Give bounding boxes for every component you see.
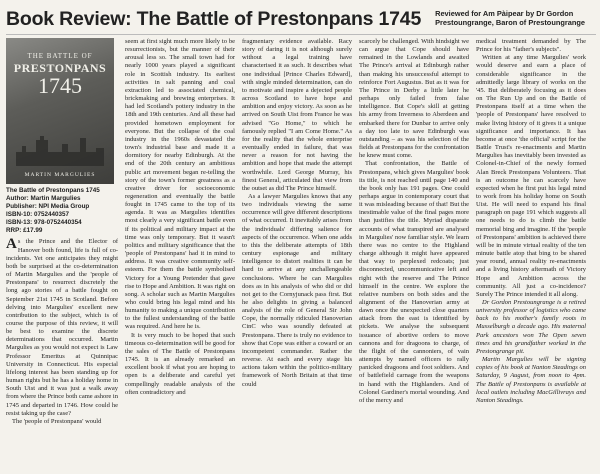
- byline-line-1: Reviewed for Am Pàipear by Dr Gordon: [435, 9, 574, 18]
- paragraph: seem at first sight much more likely to be resurrectionists, but the manner of their arousal less so. The small town had for nearly 1000 years played a significant role in Scottish industry. Its earliest activities in salt panning and coal extraction led to associated chemical, brickmaking and brewing enterprises. It had led Scotland's pottery industry in the 18th and 19th centuries. And all these had provided hometown employment for everyone. But the collapse of the coal industry in the 1960s devastated the town's industrial base and made it a dormitory for nearby Edinburgh. At the end of the 20th century an ambitious public art movement began re-telling the story of the town's former greatness as a creative driver for socioeconomic regeneration and eventually the battle fought in 1745 came to the top of its agenda. It was as Margulies identifies most clearly a very significant battle even if its political and military impact at the time was only temporary. But it wasn't politics and military significance that the 'people of Prestonpans' had it in mind to address. It was creative community self-esteem. For them the battle symbolised Victory for a Young Pretender that gave rise to Hope and Ambition. It was right on song. A scholar such as Martin Margulies who could bring his legal mind and his humanity to making a unique contribution to the fullest understanding of the battle was required. And here he is.: [125, 38, 235, 331]
- cover-author: MARTIN MARGULIES: [24, 171, 96, 178]
- paragraph: As a lawyer Margulies knows that any two individuals viewing the same occurrence will give different descriptions of what occurred. It inevitably arises from the individuals' differing salience for aspects of the occurrence. When one adds to this the deliberate attempts of 18th century espionage and military intelligence to distort realities it can be hard to arrive at any unchallengeable conclusions. Where he can Margulies does as in his analysis of who did or did not get to the Cornyjunack pass first. But he also delights in giving a balanced analysis of the role of General Sir John Cope, the normally ridiculed Hanoverian CinC who was soundly defeated at Prestonpans. There is truly no evidence to show that Cope was either a coward or an incompetent commander. Rather the reverse. At each and every stage his actions taken within the politico-military framework of North Britain at that time could: [242, 192, 352, 388]
- byline-line-2: Prestoungrange, Baron of Prestoungrange: [435, 18, 585, 27]
- column-2: [125, 38, 235, 474]
- cover-line-2: PRESTONPANS: [13, 61, 107, 75]
- drop-cap: A: [6, 236, 17, 253]
- author-bio: Dr Gordon Prestoungrange is a retired university professor of logistics who came back to his mother's family roots in Musselburgh a decade ago. His maternal Park ancestors won The Open seven times and his grandfather worked in the Prestongrange pit.: [476, 299, 586, 355]
- meta-isbn13: ISBN-13: 978-0752440354: [6, 218, 82, 226]
- column-4: [359, 38, 469, 474]
- paragraph: It is very much to be hoped that such timeous co-determination will be good for the sales of The Battle of Prestonpans 1745. It is an already remarked an excellent book if what you are hoping to open is a deliberate and careful yet compellingly readable analysis of the often contradictory and: [125, 331, 235, 396]
- meta-publisher: Publisher: NPI Media Group: [6, 202, 90, 210]
- article-columns: [6, 38, 596, 474]
- page-title: Book Review: The Battle of Prestonpans 1745: [6, 8, 422, 30]
- header: [6, 4, 596, 35]
- cover-line-1: THE BATTLE OF: [27, 52, 93, 60]
- cover-line-3: 1745: [38, 73, 82, 98]
- book-cover: [6, 38, 114, 184]
- paragraph: medical treatment demanded by The Prince for his "father's subjects".: [476, 38, 586, 54]
- paragraph: fragmentary evidence available. Racy story of daring it is not although surely without a legal training have characterised it as such. It describes what one individual [Prince Charles Edward], with single minded determination, can do to motivate and inspire a dejected people across Scotland to have hope and ambition and enjoy victory. As soon as he arrived on South Uist from France he was advised "Go Home," to which he famously replied "I am Come Home." As for the reality that the whole enterprise eventually ended in failure, that was never a reason for not having the ambition and hope that made the attempt worthwhile. Lord George Murray, his finest General, articulated that view from the outset as did The Prince himself.: [242, 38, 352, 192]
- paragraph: As the Prince and the Elector of Hanover both found, life is full of co-incidents. Yet one anticipates they might both be surprised at the co-determination of Martin Margulies and the 'people of Prestonpans' to resurrect discretely the long ago stories of a battle fought on September 21st 1745 in Scotland. Before delving into Margulies' excellent new contribution to the subject, which is of course the purpose of this review, it will be best to examine the discrete determinations that occurred. Martin Margulies as you would not expect is Law Professor Emeritus at Quinnipac University in Connecticut. His especial lifelong interest has been standing up for human rights but he has a holiday home in South Uist and it was just a walk away from where the Prince both came ashore in 1745 and departed in 1746. How could he resist taking up the case?: [6, 236, 118, 417]
- byline: [435, 9, 585, 27]
- meta-author: Author: Martin Margulies: [6, 194, 81, 202]
- paragraph: That confrontation, the Battle of Prestonpans, which gives Margulies' book its title, is not reached until page 140 and the book only has 191 pages. One could perhaps argue in contemporary court that it was misleading because of that! But the inestimable value of the final pages more than justifies the title. Myriad disparate accounts of what transpired are analysed in Margulies' now familiar style. We learn there was no centre to the Highland charge although it might have appeared that way to perplexed redcoats; just disconnected, uncommunicative left and right with the reserve and The Prince himself in the centre. We explore the relative numbers on both sides and the alignment of the Hanoverian army at dawn once the unexpected close quarters attack from the east is identified by pickets. We analyse the subsequent issuance of abortive orders to move cannons and for dragoons to charge, of the flight of the cannoniers, of vain attempts by named officers to rally panicked dragoons and foot soldiers. And of battlefield carnage from the weapons in hand with the Highlanders. And of Colonel Gardiner's mortal wounding. And of the mercy and: [359, 160, 469, 404]
- meta-rrp: RRP: £17.99: [6, 226, 43, 234]
- column-3: [242, 38, 352, 474]
- column-5: [476, 38, 586, 474]
- signing-note: Martin Margulies will be signing copies of his book at Nanton Steadings on Saturday, 9 August, from noon to 4pm. The Battle of Prestonpans is available at local outlets including MacGillivrays and Nanton Steadings.: [476, 356, 586, 404]
- castle-illustration-icon: [16, 126, 104, 166]
- paragraph: Written at any time Margulies' work would deserve and earn a place of considerable significance in the admittedly large library of works on the '45. But deliberately focusing as it does on The Run Up and on the Battle of Prestonpans itself at a time when the 'people of Prestonpans' have resolved to make living history of it gives it a unique significance and importance. It has become at once 'the official' script for the Battle Trust's re-enactments and Martin Margulies has inevitably been invested as Colonel-in-Chief of the newly formed Alan Breck Prestonpans Volunteers. That is an outcome he can scarcely have expected when he first put his legal mind to work from his holiday home on South Uist. He will need to expand his final paragraph on page 191 which suggests all one needs to do is climb the battle memorial bing and imagine. If the 'people of Prestonpans' ambition is achieved there will be in minute virtual reality of the ten minute battle atop that bing to be shared year round, annual reality re-enactments and a living history aftermath of Victory Hope and Ambition across the community. All just a co-incidence? Surely The Prince intended it all along.: [476, 54, 586, 298]
- paragraph: The 'people of Prestonpans' would: [12, 417, 102, 425]
- meta-title: The Battle of Prestonpans 1745: [6, 187, 100, 194]
- meta-isbn10: ISBN-10: 0752440357: [6, 210, 70, 218]
- paragraph: scarcely be challenged. With hindsight we can argue that Cope should have remained in the Lowlands and awaited The Prince's arrival at Edinburgh rather than making his unsuccessful attempt to reinforce Fort Augustus. But as it was for The Prince in Derby a little later he perhaps only failed from false intelligence. But Cope's skill at getting his army from Inverness to Aberdeen and embarked there for Dunbar to arrive only a day too late to save Edinburgh was outstanding – as was his selection of the fields at Prestonpans for the confrontation he knew must come.: [359, 38, 469, 160]
- book-meta: [6, 187, 118, 234]
- column-1: [6, 38, 118, 474]
